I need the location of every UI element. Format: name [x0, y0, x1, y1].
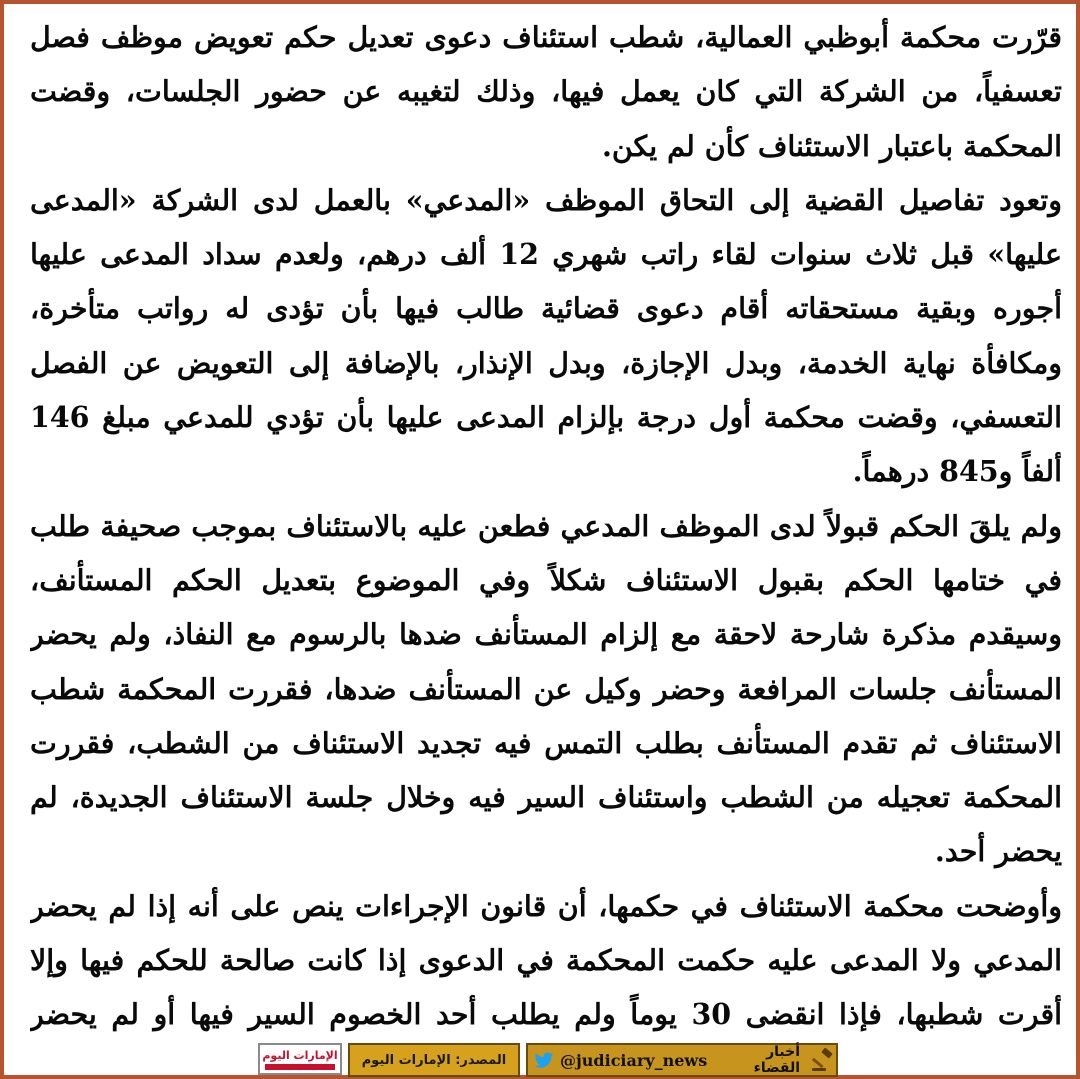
- source-label: المصدر: الإمارات اليوم: [348, 1043, 520, 1077]
- article-paragraph-2: وتعود تفاصيل القضية إلى التحاق الموظف «المدعي» بالعمل لدى الشركة «المدعى عليها» قبل ثلاث سنوات لقاء راتب شهري 12 ألف درهم، ولعدم سداد المدعى عليها أجوره وبقية مستحقاته أقام دعوى قضائية طالب فيها بأن تؤدى له رواتب متأخرة، ومكافأة نهاية الخدمة، وبدل الإجازة، وبدل الإنذار، بالإضافة إلى التعويض عن الفصل التعسفي، وقضت محكمة أول درجة بإلزام المدعى عليها بأن تؤدي للمدعي مبلغ 146 ألفاً و845 درهماً.: [30, 182, 1062, 489]
- twitter-icon: [534, 1050, 554, 1070]
- brand-name: أخبار القضاء: [753, 1044, 800, 1076]
- newspaper-logo: [258, 1043, 342, 1075]
- social-bar: [526, 1043, 838, 1077]
- article-paragraph-4: وأوضحت محكمة الاستئناف في حكمها، أن قانون الإجراءات ينص على أنه إذا لم يحضر المدعي ولا المدعى عليه حكمت المحكمة في الدعوى إذا كانت صالحة للحكم فيها وإلا أقرت شطبها، فإذا انقضى 30 يوماً ولم يطلب أحد الخصوم السير فيها أو لم يحضر: [30, 888, 1062, 1032]
- article-body: [30, 10, 1062, 1035]
- logo-bar: [265, 1064, 335, 1070]
- gavel-icon: [810, 1047, 836, 1073]
- article-paragraph-3: ولم يلقَ الحكم قبولاً لدى الموظف المدعي فطعن عليه بالاستئناف بموجب صحيفة طلب في ختامها الحكم بقبول الاستئناف شكلاً وفي الموضوع بتعديل الحكم المستأنف، وسيقدم مذكرة شارحة لاحقة مع إلزام المستأنف ضدها بالرسوم مع النفاذ، ولم يحضر المستأنف جلسات المرافعة وحضر وكيل عن المستأنف ضدها، فقررت المحكمة شطب الاستئناف ثم تقدم المستأنف بطلب التمس فيه تجديد الاستئناف من الشطب، فقررت المحكمة تعجيله من الشطب واستئناف السير فيه وخلال جلسة الاستئناف الجديدة، لم يحضر أحد.: [30, 508, 1062, 869]
- newspaper-logo-text: الإمارات اليوم: [262, 1048, 338, 1062]
- source-footer: [258, 1043, 838, 1077]
- article-paragraph-1: قرّرت محكمة أبوظبي العمالية، شطب استئناف دعوى تعديل حكم تعويض موظف فصل تعسفياً، من الشركة التي كان يعمل فيها، وذلك لتغيبه عن حضور الجلسات، وقضت المحكمة باعتبار الاستئناف كأن لم يكن.: [30, 20, 1062, 163]
- twitter-handle[interactable]: @judiciary_news: [560, 1050, 708, 1070]
